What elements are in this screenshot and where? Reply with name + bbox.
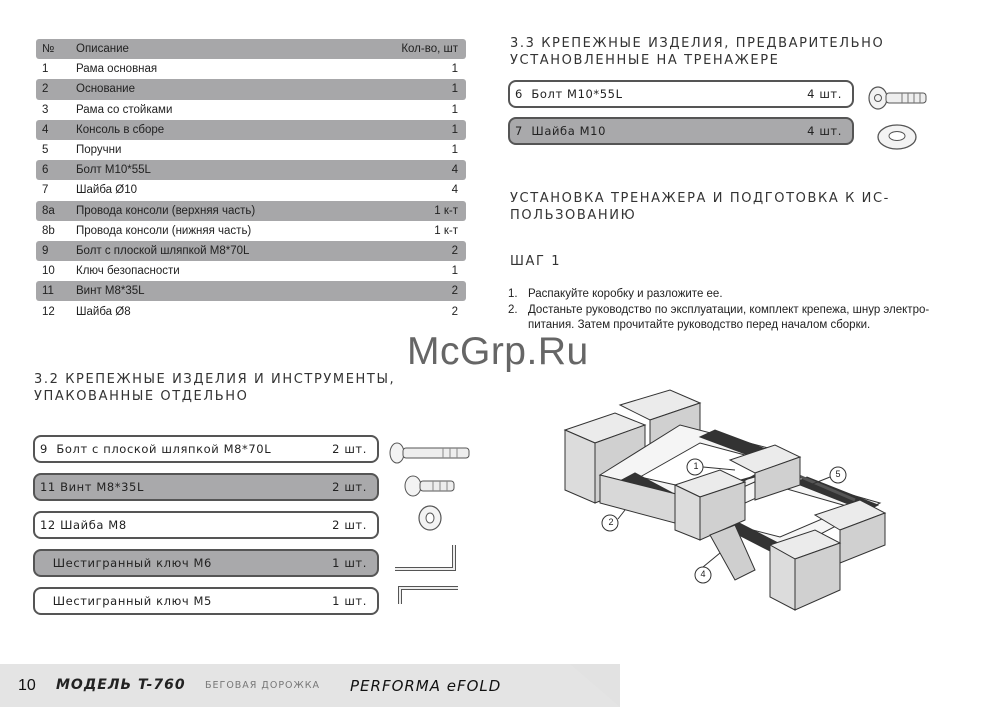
table-header <box>36 39 466 59</box>
brand-name: PERFORMA eFOLD <box>350 677 502 695</box>
callout-4: 4 <box>700 569 706 579</box>
page-footer <box>0 664 1000 707</box>
hardware-item-screw-m8-35: 11 Винт M8*35L 2 шт. <box>33 473 379 501</box>
hardware-item-bolt-m8-70: 9 Болт с плоской шляпкой M8*70L 2 шт. <box>33 435 379 463</box>
list-item: 1. Распакуйте коробку и разложите ее. <box>508 288 723 300</box>
callout-2: 2 <box>608 517 614 527</box>
callout-1: 1 <box>693 461 699 471</box>
hardware-item-bolt-m10: 6 Болт M10*55L 4 шт. <box>508 80 854 108</box>
table-row: 6 Болт M10*55L 4 <box>36 160 466 180</box>
watermark: McGrp.Ru <box>407 330 589 373</box>
table-row: 8a Провода консоли (верхняя часть) 1 к-т <box>36 201 466 221</box>
header-qty: Кол-во, шт <box>401 43 458 56</box>
table-row: 9 Болт с плоской шляпкой M8*70L 2 <box>36 241 466 261</box>
table-row: 8b Провода консоли (нижняя часть) 1 к-т <box>42 224 458 237</box>
table-row: 3 Рама со стойками 1 <box>42 103 458 116</box>
table-row: 5 Поручни 1 <box>42 144 458 157</box>
short-bolt-icon <box>403 474 459 498</box>
hardware-item-washer-m8: 12 Шайба M8 2 шт. <box>33 511 379 539</box>
table-row: 12 Шайба Ø8 2 <box>42 305 458 318</box>
section-3-3-title: 3.3 КРЕПЕЖНЫЕ ИЗДЕЛИЯ, ПРЕДВАРИТЕЛЬНО УСТАНОВЛЕННЫЕ НА ТРЕНАЖЕРЕ <box>510 36 885 68</box>
list-item: 2. Достаньте руководство по эксплуатации, комплект крепежа, шнур электро-питания. Затем прочитайте руководство перед началом сборки. <box>508 303 930 331</box>
table-row: 4 Консоль в сборе 1 <box>36 120 466 140</box>
table-row: 10 Ключ безопасности 1 <box>42 265 458 278</box>
long-bolt-icon <box>388 440 474 466</box>
unpacking-diagram <box>560 385 940 625</box>
table-row: 7 Шайба Ø10 4 <box>42 184 458 197</box>
table-row: 1 Рама основная 1 <box>42 63 458 76</box>
header-desc: Описание <box>76 43 129 56</box>
washer-m10-icon <box>874 122 920 152</box>
hardware-item-hex-key-m5: Шестигранный ключ M5 1 шт. <box>33 587 379 615</box>
step-list <box>508 287 968 334</box>
product-type: БЕГОВАЯ ДОРОЖКА <box>205 680 321 691</box>
washer-icon <box>415 503 445 533</box>
table-row: 11 Винт M8*35L 2 <box>36 281 466 301</box>
hardware-item-hex-key-m6: Шестигранный ключ M6 1 шт. <box>33 549 379 577</box>
step-title: ШАГ 1 <box>510 254 562 269</box>
callout-5: 5 <box>835 469 841 479</box>
hardware-item-washer-m10: 7 Шайба M10 4 шт. <box>508 117 854 145</box>
model-name: МОДЕЛЬ T-760 <box>56 677 186 693</box>
header-num: № <box>42 43 55 56</box>
section-3-2-title: 3.2 КРЕПЕЖНЫЕ ИЗДЕЛИЯ И ИНСТРУМЕНТЫ, УПАКОВАННЫЕ ОТДЕЛЬНО <box>34 372 396 404</box>
parts-table <box>36 39 466 322</box>
hex-key-m6-icon <box>392 541 466 575</box>
bolt-m10-icon <box>866 85 932 111</box>
install-title: УСТАНОВКА ТРЕНАЖЕРА И ПОДГОТОВКА К ИС- ПОЛЬЗОВАНИЮ <box>510 191 890 223</box>
page-number: 10 <box>18 677 36 694</box>
hex-key-m5-icon <box>394 580 466 608</box>
table-row: 2 Основание 1 <box>36 79 466 99</box>
